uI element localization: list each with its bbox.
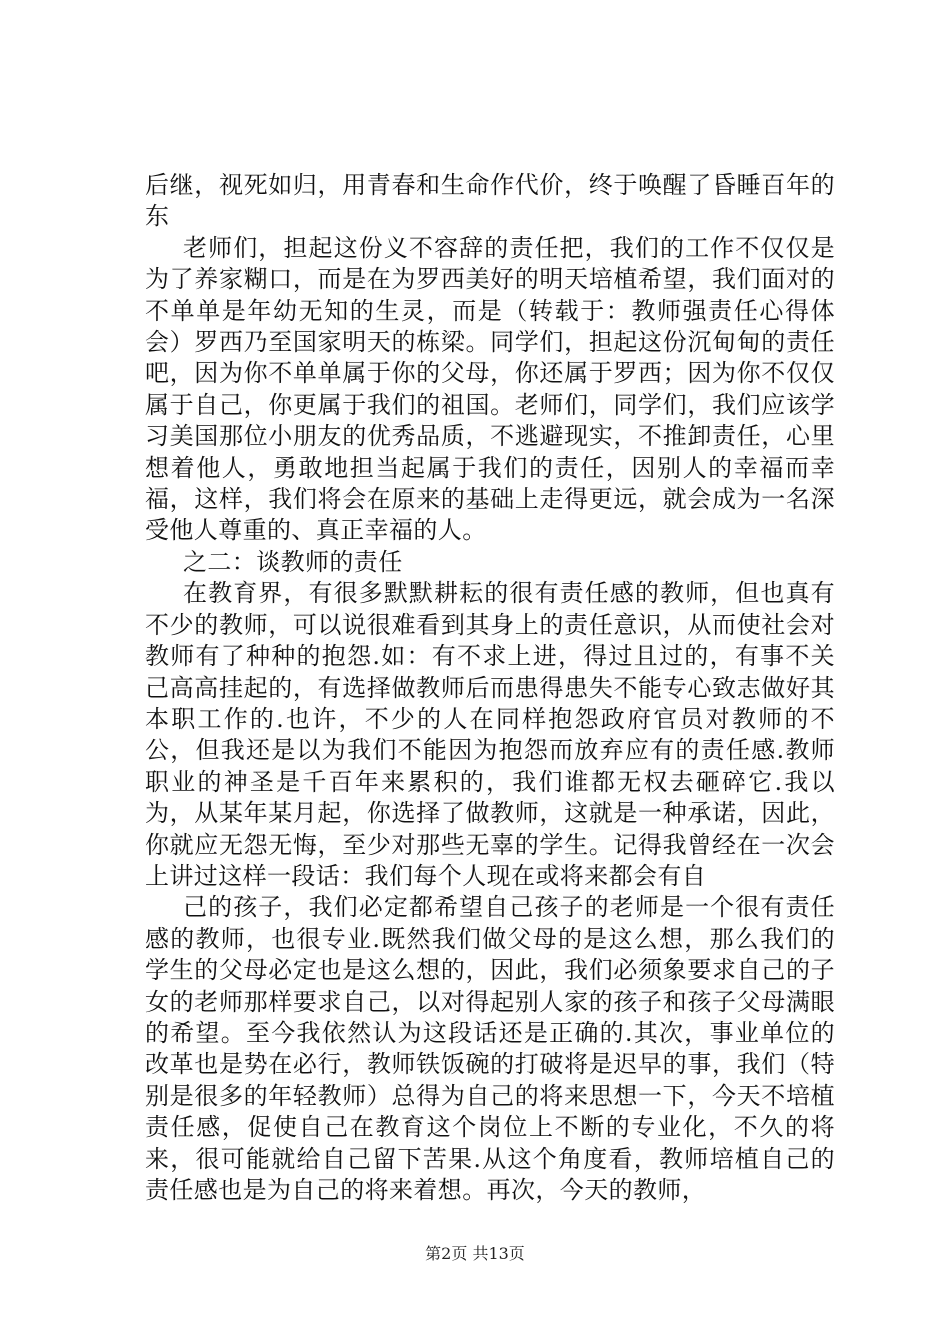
paragraph-continuation: 后继，视死如归，用青春和生命作代价，终于唤醒了昏睡百年的东 (145, 171, 835, 231)
paragraph-children: 己的孩子，我们必定都希望自己孩子的老师是一个很有责任感的教师，也很专业.既然我们做父母的是这么想，那么我们的学生的父母必定也是这么想的，因此，我们必须象要求自己的子女的老师那样要求自己，以对得起别人家的孩子和孩子父母满眼的希望。至今我依然认为这段话还是正确的.其次，事业单位的改革也是势在必行，教师铁饭碗的打破将是迟早的事，我们（特别是很多的年轻教师）总得为自己的将来思想一下，今天不培植责任感，促使自己在教育这个岗位上不断的专业化，不久的将来，很可能就给自己留下苦果.从这个角度看，教师培植自己的责任感也是为自己的将来着想。再次，今天的教师， (145, 893, 835, 1204)
section-heading: 之二：谈教师的责任 (183, 547, 403, 576)
page-footer (0, 1244, 950, 1264)
document-body (145, 170, 835, 1206)
paragraph-responsibility: 老师们，担起这份义不容辞的责任把，我们的工作不仅仅是为了养家糊口，而是在为罗西美好的明天培植希望，我们面对的不单单是年幼无知的生灵，而是（转载于：教师强责任心得体会）罗西乃至国家明天的栋梁。同学们，担起这份沉甸甸的责任吧，因为你不单单属于你的父母，你还属于罗西；因为你不仅仅属于自己，你更属于我们的祖国。老师们，同学们，我们应该学习美国那位小朋友的优秀品质，不逃避现实，不推卸责任，心里想着他人，勇敢地担当起属于我们的责任，因别人的幸福而幸福，这样，我们将会在原来的基础上走得更远，就会成为一名深受他人尊重的、真正幸福的人。 (145, 233, 835, 545)
page-indicator: 第2页 共13页 (425, 1244, 525, 1263)
paragraph-education-field: 在教育界，有很多默默耕耘的很有责任感的教师，但也真有不少的教师，可以说很难看到其身上的责任意识，从而使社会对教师有了种种的抱怨.如：有不求上进，得过且过的，有事不关己高高挂起的，有选择做教师后而患得患失不能专心致志做好其本职工作的.也许，不少的人在同样抱怨政府官员对教师的不公，但我还是以为我们不能因为抱怨而放弃应有的责任感.教师职业的神圣是千百年来累积的，我们谁都无权去砸碎它.我以为，从某年某月起，你选择了做教师，这就是一种承诺，因此，你就应无怨无悔，至少对那些无辜的学生。记得我曾经在一次会上讲过这样一段话：我们每个人现在或将来都会有自 (145, 579, 835, 890)
